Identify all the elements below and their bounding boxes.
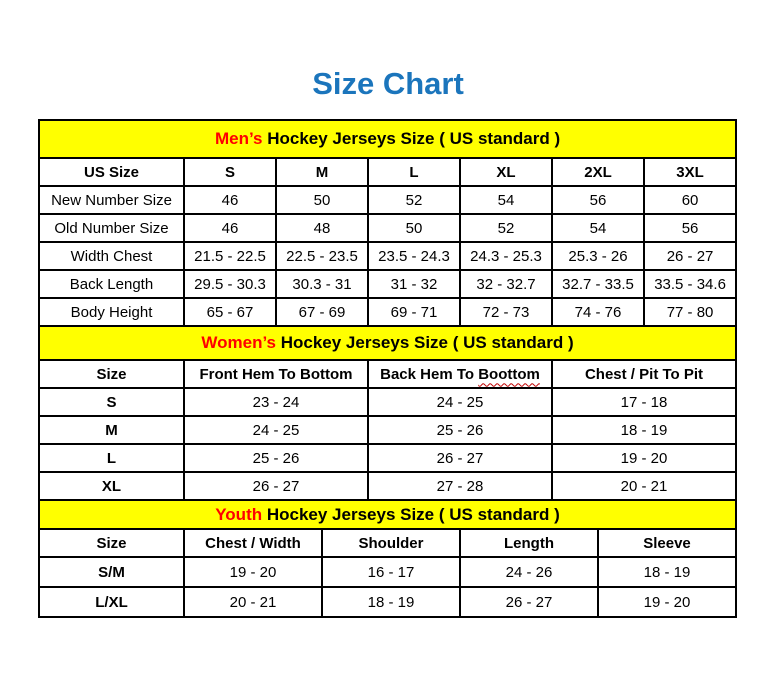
table-row-women-l bbox=[39, 444, 736, 472]
youth-size-table bbox=[38, 499, 737, 618]
womens-keyword: Women’s bbox=[201, 333, 276, 352]
size-value-cell: 50 bbox=[368, 214, 460, 242]
size-value-cell: 23.5 - 24.3 bbox=[368, 242, 460, 270]
size-value-cell: 54 bbox=[460, 186, 552, 214]
womens-band-text: Hockey Jerseys Size ( US standard ) bbox=[276, 333, 574, 352]
row-label: Width Chest bbox=[39, 242, 184, 270]
size-value-cell: 77 - 80 bbox=[644, 298, 736, 326]
womens-header-row bbox=[39, 360, 736, 388]
table-row-women-m bbox=[39, 416, 736, 444]
youth-keyword: Youth bbox=[215, 504, 263, 524]
size-value-cell: 32 - 32.7 bbox=[460, 270, 552, 298]
mens-size-table bbox=[38, 119, 737, 327]
mens-header-row bbox=[39, 158, 736, 186]
row-label: XL bbox=[39, 472, 184, 500]
size-value-cell: 25 - 26 bbox=[368, 416, 552, 444]
size-value-cell: 24 - 26 bbox=[460, 557, 598, 587]
table-row-women-xl bbox=[39, 472, 736, 500]
size-value-cell: 52 bbox=[368, 186, 460, 214]
size-value-cell: 31 - 32 bbox=[368, 270, 460, 298]
row-label: M bbox=[39, 416, 184, 444]
column-header-back-hem: Back Hem To Boottom bbox=[368, 360, 552, 388]
womens-band-row bbox=[39, 326, 736, 360]
size-value-cell: 48 bbox=[276, 214, 368, 242]
youth-header-row bbox=[39, 529, 736, 557]
size-value-cell: 19 - 20 bbox=[552, 444, 736, 472]
youth-band-text: Hockey Jerseys Size ( US standard ) bbox=[262, 504, 560, 524]
size-value-cell: 18 - 19 bbox=[322, 587, 460, 617]
size-value-cell: 23 - 24 bbox=[184, 388, 368, 416]
column-header-sleeve: Sleeve bbox=[598, 529, 736, 557]
size-value-cell: 24 - 25 bbox=[368, 388, 552, 416]
size-value-cell: 26 - 27 bbox=[368, 444, 552, 472]
row-label: Body Height bbox=[39, 298, 184, 326]
size-value-cell: 17 - 18 bbox=[552, 388, 736, 416]
row-label: New Number Size bbox=[39, 186, 184, 214]
mens-keyword: Men’s bbox=[214, 129, 263, 148]
size-value-cell: 18 - 19 bbox=[552, 416, 736, 444]
row-label: L/XL bbox=[39, 587, 184, 617]
table-row-old-number-size bbox=[39, 214, 736, 242]
size-value-cell: 25.3 - 26 bbox=[552, 242, 644, 270]
mens-band-text: Hockey Jerseys Size ( US standard ) bbox=[262, 129, 561, 148]
row-label: S bbox=[39, 388, 184, 416]
column-header-length: Length bbox=[460, 529, 598, 557]
column-header-front-hem: Front Hem To Bottom bbox=[184, 360, 368, 388]
size-value-cell: 52 bbox=[460, 214, 552, 242]
misspelled-word: Boottom bbox=[478, 365, 540, 383]
size-value-cell: 22.5 - 23.5 bbox=[276, 242, 368, 270]
column-header-l: L bbox=[368, 158, 460, 186]
size-value-cell: 30.3 - 31 bbox=[276, 270, 368, 298]
size-value-cell: 27 - 28 bbox=[368, 472, 552, 500]
size-value-cell: 69 - 71 bbox=[368, 298, 460, 326]
table-row-back-length bbox=[39, 270, 736, 298]
size-value-cell: 21.5 - 22.5 bbox=[184, 242, 276, 270]
size-value-cell: 56 bbox=[552, 186, 644, 214]
column-header-m: M bbox=[276, 158, 368, 186]
size-value-cell: 65 - 67 bbox=[184, 298, 276, 326]
size-value-cell: 24.3 - 25.3 bbox=[460, 242, 552, 270]
size-value-cell: 50 bbox=[276, 186, 368, 214]
womens-section-title bbox=[39, 326, 736, 360]
row-label: Old Number Size bbox=[39, 214, 184, 242]
size-value-cell: 32.7 - 33.5 bbox=[552, 270, 644, 298]
size-value-cell: 19 - 20 bbox=[184, 557, 322, 587]
table-row-body-height bbox=[39, 298, 736, 326]
size-value-cell: 18 - 19 bbox=[598, 557, 736, 587]
column-header-size: Size bbox=[39, 529, 184, 557]
womens-size-table bbox=[38, 325, 737, 501]
page-title: Size Chart bbox=[312, 66, 464, 101]
table-row-width-chest bbox=[39, 242, 736, 270]
table-row-youth-sm bbox=[39, 557, 736, 587]
size-value-cell: 29.5 - 30.3 bbox=[184, 270, 276, 298]
mens-band-row bbox=[39, 120, 736, 158]
size-value-cell: 72 - 73 bbox=[460, 298, 552, 326]
table-row-women-s bbox=[39, 388, 736, 416]
column-header-chest-width: Chest / Width bbox=[184, 529, 322, 557]
size-value-cell: 67 - 69 bbox=[276, 298, 368, 326]
column-header-chest-pit: Chest / Pit To Pit bbox=[552, 360, 736, 388]
row-label: S/M bbox=[39, 557, 184, 587]
column-header-shoulder: Shoulder bbox=[322, 529, 460, 557]
size-value-cell: 25 - 26 bbox=[184, 444, 368, 472]
column-header-s: S bbox=[184, 158, 276, 186]
column-header-2xl: 2XL bbox=[552, 158, 644, 186]
size-value-cell: 46 bbox=[184, 186, 276, 214]
row-label: L bbox=[39, 444, 184, 472]
size-value-cell: 26 - 27 bbox=[460, 587, 598, 617]
column-header-3xl: 3XL bbox=[644, 158, 736, 186]
size-value-cell: 60 bbox=[644, 186, 736, 214]
table-row-youth-lxl bbox=[39, 587, 736, 617]
size-value-cell: 33.5 - 34.6 bbox=[644, 270, 736, 298]
size-value-cell: 19 - 20 bbox=[598, 587, 736, 617]
size-value-cell: 16 - 17 bbox=[322, 557, 460, 587]
size-value-cell: 74 - 76 bbox=[552, 298, 644, 326]
size-value-cell: 26 - 27 bbox=[184, 472, 368, 500]
size-value-cell: 20 - 21 bbox=[184, 587, 322, 617]
size-value-cell: 26 - 27 bbox=[644, 242, 736, 270]
table-row-new-number-size bbox=[39, 186, 736, 214]
mens-section-title bbox=[39, 120, 736, 158]
size-value-cell: 54 bbox=[552, 214, 644, 242]
size-chart bbox=[38, 119, 735, 618]
size-value-cell: 56 bbox=[644, 214, 736, 242]
size-value-cell: 20 - 21 bbox=[552, 472, 736, 500]
column-header-us-size: US Size bbox=[39, 158, 184, 186]
size-value-cell: 46 bbox=[184, 214, 276, 242]
size-value-cell: 24 - 25 bbox=[184, 416, 368, 444]
youth-band-row bbox=[39, 500, 736, 529]
column-header-size: Size bbox=[39, 360, 184, 388]
row-label: Back Length bbox=[39, 270, 184, 298]
column-header-xl: XL bbox=[460, 158, 552, 186]
youth-section-title bbox=[39, 500, 736, 529]
